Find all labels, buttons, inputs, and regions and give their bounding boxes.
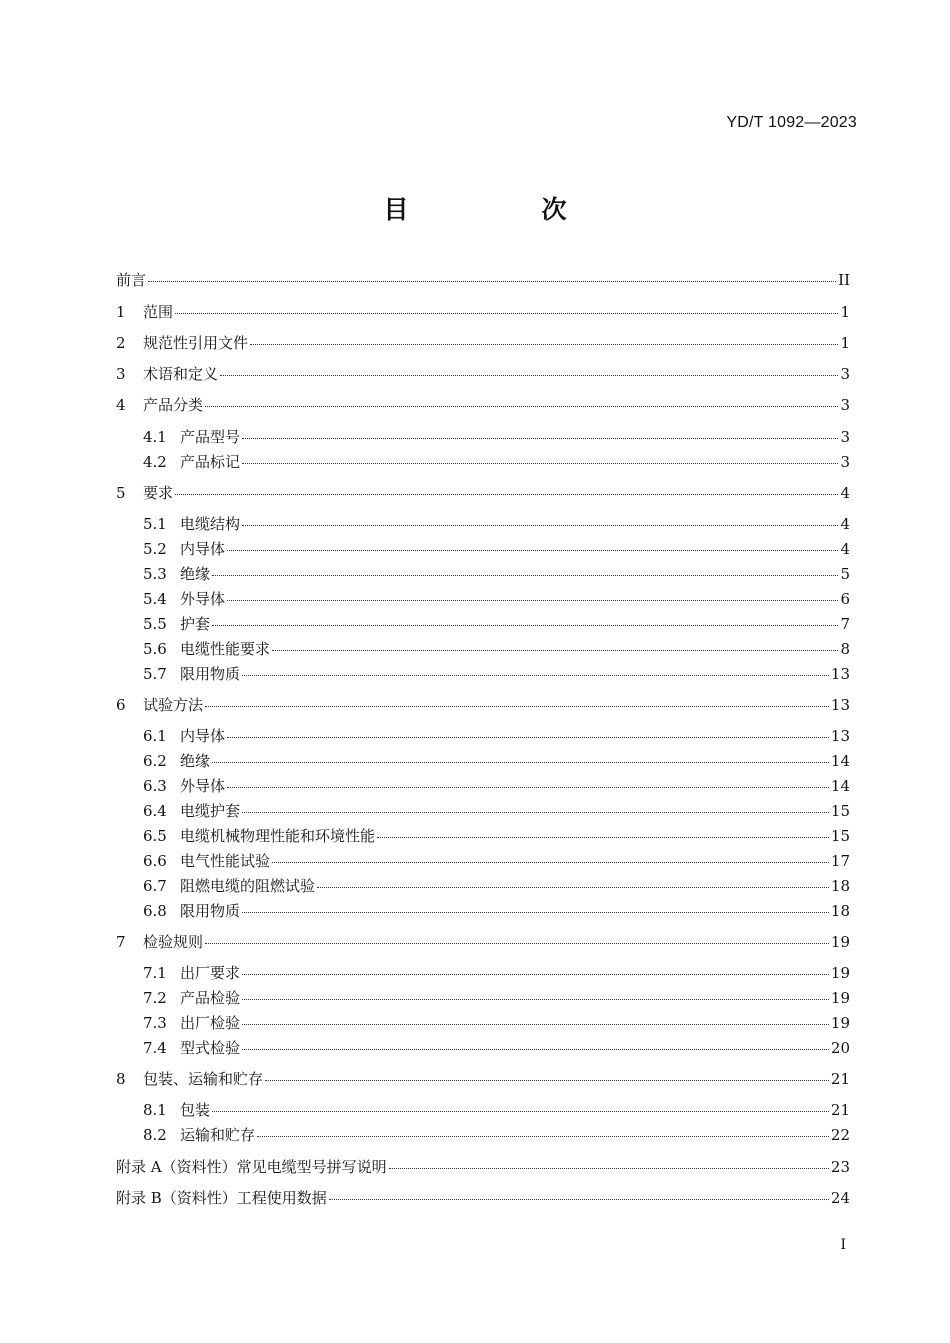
toc-entry-title: 外导体: [180, 590, 226, 608]
toc-entry[interactable]: [116, 695, 850, 715]
toc-entry-title: 规范性引用文件: [143, 334, 249, 352]
toc-entry-title: 出厂要求: [180, 964, 241, 982]
toc-entry[interactable]: [143, 751, 850, 771]
toc-dot-leader: [220, 375, 838, 376]
toc-entry[interactable]: [116, 364, 850, 384]
toc-entry-title: 电缆性能要求: [180, 640, 271, 658]
toc-dot-leader: [329, 1199, 829, 1200]
toc-entry-title: 电缆机械物理性能和环境性能: [180, 827, 376, 845]
toc-entry-page: 22: [830, 1126, 850, 1144]
toc-entry-number: 5.2: [143, 540, 167, 558]
toc-entry-title: 术语和定义: [143, 365, 219, 383]
toc-entry-page: 19: [830, 964, 850, 982]
toc-entry-title: 产品型号: [180, 428, 241, 446]
toc-entry-page: 4: [840, 484, 850, 502]
toc-entry[interactable]: [143, 1038, 850, 1058]
toc-dot-leader: [242, 1049, 829, 1050]
toc-entry-page: 4: [840, 540, 850, 558]
toc-entry-title: 产品分类: [143, 396, 204, 414]
toc-dot-leader: [227, 787, 829, 788]
toc-dot-leader: [227, 600, 838, 601]
toc-entry-title: 限用物质: [180, 902, 241, 920]
toc-entry-number: 6.7: [143, 877, 167, 895]
toc-entry[interactable]: [143, 1100, 850, 1120]
toc-entry-number: 6.8: [143, 902, 167, 920]
toc-dot-leader: [227, 737, 829, 738]
toc-entry-page: 13: [830, 696, 850, 714]
standard-code: YD/T 1092—2023: [726, 114, 857, 131]
toc-entry-title: 护套: [180, 615, 211, 633]
toc-entry-page: 14: [830, 752, 850, 770]
toc-entry-number: 7: [116, 933, 126, 951]
toc-entry[interactable]: [143, 726, 850, 746]
toc-entry-number: 6.2: [143, 752, 167, 770]
toc-dot-leader: [242, 438, 838, 439]
toc-entry[interactable]: [143, 851, 850, 871]
toc-dot-leader: [257, 1136, 829, 1137]
toc-entry-number: 5.7: [143, 665, 167, 683]
toc-dot-leader: [242, 999, 829, 1000]
toc-entry-number: 4.1: [143, 428, 167, 446]
toc-entry-number: 3: [116, 365, 126, 383]
toc-entry-number: 7.1: [143, 964, 167, 982]
toc-entry-title: 外导体: [180, 777, 226, 795]
toc-entry[interactable]: [116, 395, 850, 415]
toc-entry-page: 3: [840, 396, 850, 414]
toc-entry-number: 7.4: [143, 1039, 167, 1057]
toc-entry-number: 5.5: [143, 615, 167, 633]
toc-dot-leader: [265, 1080, 829, 1081]
toc-entry-number: 6.4: [143, 802, 167, 820]
toc-dot-leader: [227, 550, 838, 551]
toc-entry-number: 2: [116, 334, 126, 352]
toc-entry-page: 19: [830, 1014, 850, 1032]
toc-entry-title: 电气性能试验: [180, 852, 271, 870]
toc-entry[interactable]: [116, 932, 850, 952]
toc-entry-page: 20: [830, 1039, 850, 1057]
page-title: 目 次: [383, 195, 621, 224]
toc-entry[interactable]: [116, 483, 850, 503]
toc-entry-page: 6: [840, 590, 850, 608]
toc-dot-leader: [242, 463, 838, 464]
toc-entry-title: 产品标记: [180, 453, 241, 471]
toc-entry-page: 17: [830, 852, 850, 870]
toc-entry[interactable]: [143, 801, 850, 821]
toc-dot-leader: [205, 943, 829, 944]
toc-entry[interactable]: [143, 639, 850, 659]
toc-entry-number: 5.3: [143, 565, 167, 583]
toc-entry[interactable]: [116, 1157, 850, 1177]
toc-entry-number: 6.6: [143, 852, 167, 870]
toc-entry[interactable]: [143, 776, 850, 796]
toc-entry[interactable]: [143, 1125, 850, 1145]
toc-entry[interactable]: [143, 876, 850, 896]
toc-entry[interactable]: [116, 1069, 850, 1089]
toc-entry-number: 4: [116, 396, 126, 414]
toc-dot-leader: [148, 281, 836, 282]
toc-entry-title: 产品检验: [180, 989, 241, 1007]
toc-dot-leader: [377, 837, 829, 838]
toc-entry-page: 21: [830, 1101, 850, 1119]
toc-entry[interactable]: [143, 452, 850, 472]
toc-entry-title: 附录 A（资料性）常见电缆型号拼写说明: [116, 1158, 387, 1176]
toc-entry-page: 3: [840, 453, 850, 471]
toc-entry[interactable]: [143, 427, 850, 447]
toc-entry-page: 21: [830, 1070, 850, 1088]
toc-entry[interactable]: [116, 1188, 850, 1208]
toc-entry-page: 19: [830, 933, 850, 951]
toc-entry[interactable]: [143, 826, 850, 846]
toc-dot-leader: [205, 406, 838, 407]
toc-dot-leader: [317, 887, 829, 888]
toc-entry-title: 电缆结构: [180, 515, 241, 533]
toc-entry[interactable]: [143, 514, 850, 534]
toc-entry[interactable]: [116, 302, 850, 322]
toc-entry[interactable]: [143, 988, 850, 1008]
toc-entry-title: 试验方法: [143, 696, 204, 714]
toc-entry-title: 绝缘: [180, 565, 211, 583]
toc-entry-title: 出厂检验: [180, 1014, 241, 1032]
toc-entry-page: 18: [830, 902, 850, 920]
toc-entry-number: 5.4: [143, 590, 167, 608]
toc-entry-page: 15: [830, 802, 850, 820]
toc-dot-leader: [212, 1111, 829, 1112]
toc-entry-page: 18: [830, 877, 850, 895]
toc-entry[interactable]: [143, 589, 850, 609]
toc-entry-number: 5.6: [143, 640, 167, 658]
toc-dot-leader: [212, 575, 838, 576]
toc-entry-number: 5: [116, 484, 126, 502]
toc-entry-page: 1: [840, 334, 850, 352]
toc-entry-number: 8: [116, 1070, 126, 1088]
toc-dot-leader: [242, 974, 829, 975]
toc-entry-title: 绝缘: [180, 752, 211, 770]
toc-entry-title: 前言: [116, 271, 147, 289]
toc-dot-leader: [242, 1024, 829, 1025]
toc-dot-leader: [242, 812, 829, 813]
toc-dot-leader: [212, 762, 829, 763]
toc-entry-title: 限用物质: [180, 665, 241, 683]
toc-entry[interactable]: [143, 664, 850, 684]
toc-entry-page: 15: [830, 827, 850, 845]
toc-entry[interactable]: [116, 270, 850, 290]
page-number: I: [840, 1237, 846, 1253]
toc-dot-leader: [272, 650, 838, 651]
toc-entry-title: 内导体: [180, 540, 226, 558]
toc-dot-leader: [242, 912, 829, 913]
toc-entry[interactable]: [143, 1013, 850, 1033]
toc-entry-number: 6.3: [143, 777, 167, 795]
toc-entry-title: 包装: [180, 1101, 211, 1119]
toc-entry-title: 要求: [143, 484, 174, 502]
toc-entry-page: 24: [830, 1189, 850, 1207]
toc-entry-title: 范围: [143, 303, 174, 321]
toc-entry[interactable]: [143, 901, 850, 921]
toc-entry-number: 7.2: [143, 989, 167, 1007]
toc-entry-title: 型式检验: [180, 1039, 241, 1057]
toc-dot-leader: [175, 313, 838, 314]
toc-entry-title: 阻燃电缆的阻燃试验: [180, 877, 316, 895]
toc-entry-page: 5: [840, 565, 850, 583]
toc-entry[interactable]: [143, 564, 850, 584]
toc-entry-number: 6: [116, 696, 126, 714]
toc-entry-title: 运输和贮存: [180, 1126, 256, 1144]
toc-entry-page: 23: [830, 1158, 850, 1176]
toc-entry-number: 1: [116, 303, 126, 321]
toc-entry[interactable]: [143, 614, 850, 634]
toc-entry-page: 19: [830, 989, 850, 1007]
toc-entry[interactable]: [143, 539, 850, 559]
toc-entry-page: 3: [840, 428, 850, 446]
toc-entry-page: 7: [840, 615, 850, 633]
toc-dot-leader: [250, 344, 838, 345]
toc-entry-number: 6.5: [143, 827, 167, 845]
toc-entry-number: 5.1: [143, 515, 167, 533]
toc-entry[interactable]: [143, 963, 850, 983]
toc-entry-page: 1: [840, 303, 850, 321]
toc-entry-title: 包装、运输和贮存: [143, 1070, 264, 1088]
toc-entry-page: II: [838, 271, 850, 289]
toc-dot-leader: [242, 675, 829, 676]
toc-entry-title: 内导体: [180, 727, 226, 745]
toc-entry-number: 8.2: [143, 1126, 167, 1144]
toc-entry-page: 13: [830, 727, 850, 745]
toc-entry-title: 附录 B（资料性）工程使用数据: [116, 1189, 327, 1207]
toc-entry-page: 8: [840, 640, 850, 658]
toc-entry[interactable]: [116, 333, 850, 353]
toc-entry-page: 3: [840, 365, 850, 383]
toc-entry-title: 检验规则: [143, 933, 204, 951]
toc-entry-number: 6.1: [143, 727, 167, 745]
toc-entry-number: 7.3: [143, 1014, 167, 1032]
toc-dot-leader: [389, 1168, 829, 1169]
toc-entry-number: 8.1: [143, 1101, 167, 1119]
toc-dot-leader: [205, 706, 829, 707]
toc-dot-leader: [242, 525, 838, 526]
toc-dot-leader: [175, 494, 838, 495]
toc-entry-page: 13: [830, 665, 850, 683]
toc-dot-leader: [212, 625, 838, 626]
toc-entry-page: 4: [840, 515, 850, 533]
toc-dot-leader: [272, 862, 829, 863]
toc-entry-page: 14: [830, 777, 850, 795]
toc-entry-title: 电缆护套: [180, 802, 241, 820]
toc-entry-number: 4.2: [143, 453, 167, 471]
